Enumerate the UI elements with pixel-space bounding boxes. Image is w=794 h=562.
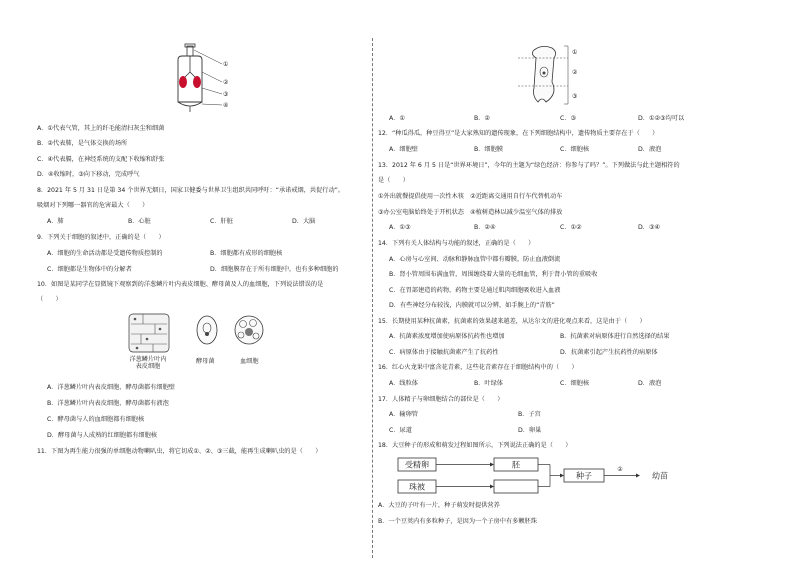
flow-box-seedling: 幼苗 xyxy=(652,471,668,481)
lung-label-4: ④ xyxy=(223,102,229,109)
q15-option-b: B．抗菌素对病原体进行自然选择的结果 xyxy=(560,333,670,340)
q13-option-d: D．③④ xyxy=(638,224,661,231)
q10-option-a: A．洋葱鳞片叶内表皮细胞、酵母菌都有细胞壁 xyxy=(47,384,175,391)
q14-option-a: A．心房与心室间、动脉和静脉血管中都有瓣膜，防止血液倒流 xyxy=(389,256,561,263)
q15-option-c: C．病原体由于接触抗菌素产生了抗药性 xyxy=(389,349,499,356)
flow-box-zygote: 受精卵 xyxy=(405,460,429,470)
q8-stem: 8．2021 年 5 月 31 日是第 34 个世界无烟日，国家卫健委与世界卫生组织共同呼吁：“承诺戒烟，共促行动”。 xyxy=(37,187,345,194)
q18-option-a: A．大豆的子叶有一片，种子萌发时提供营养 xyxy=(378,502,500,509)
flow-box-seed: 种子 xyxy=(576,471,592,481)
q9-option-d: D．细胞膜存在于所有细胞中，也有多种细胞的 xyxy=(210,266,339,273)
q13-option-a: A．①③ xyxy=(389,224,411,231)
q18-option-b: B．一个豆荚内有多粒种子，是因为一个子房中有多颗胚珠 xyxy=(378,518,537,525)
trumpet-label-3: ③ xyxy=(572,93,578,100)
q12-option-d: D．液泡 xyxy=(638,146,662,153)
q16-option-b: B．叶绿体 xyxy=(474,380,503,387)
q15-option-d: D．抗菌素引起产生抗药性的病原体 xyxy=(560,349,658,356)
onion-cell-figure xyxy=(129,314,169,352)
q8-option-b: B．心脏 xyxy=(128,218,151,225)
q17-option-a: A．输卵管 xyxy=(389,411,418,418)
q16-option-d: D．液泡 xyxy=(638,380,662,387)
q10-option-c: C．酵母菌与人的血细胞都有细胞核 xyxy=(47,416,145,423)
q17-stem: 17．人体精子与卵细胞结合的部位是（ ） xyxy=(378,396,504,403)
q15-stem: 15．长期使用某种抗菌素，抗菌素的效果越来越差，从达尔文的进化观点来看，这是由于（ ） xyxy=(378,318,646,325)
q11-option-c: C．③ xyxy=(560,115,577,122)
q10-stem: 10．如图是某同学在显微镜下观察到的洋葱鳞片叶内表皮细胞、酵母菌及人的血细胞，下列说法错误的是 xyxy=(37,281,324,288)
q13-stem: 13．2012 年 6 月 5 日是“世界环境日”，今年的主题为“绿色经济：你参与了吗？”。下列做法与此主题相符的 xyxy=(378,162,680,169)
q9-stem: 9．下列关于细胞的叙述中，正确的是（ ） xyxy=(37,234,165,241)
q7-option-b: B．②代表肺，是气体交换的场所 xyxy=(37,140,128,147)
lung-label-3: ③ xyxy=(223,91,229,98)
blood-cell-label: 血细胞 xyxy=(240,358,259,365)
q12-stem: 12．“种瓜得瓜，种豆得豆”是大家熟知的遗传现象，在下列细胞结构中，遗传物质主要存在于（ ） xyxy=(378,130,659,137)
trumpet-label-2: ② xyxy=(572,69,578,76)
q16-option-c: C．细胞核 xyxy=(560,380,590,387)
q10-option-d: D．酵母菌与人成熟的红细胞都有细胞核 xyxy=(47,432,157,439)
q15-option-a: A．抗菌素浓度增加使病原体抗药性也增加 xyxy=(389,333,505,340)
bell-jar-lung-figure xyxy=(168,42,248,112)
q14-option-b: B．肾小管周围布满血管，周围缠绕着大量的毛细血管，利于肾小管的重吸收 xyxy=(389,271,598,278)
q7-option-a: A．①代表气管，其上的纤毛能清扫灰尘和细菌 xyxy=(37,125,165,132)
q16-option-a: A．线粒体 xyxy=(389,380,418,387)
lung-label-1: ① xyxy=(223,61,229,68)
q13-items-2: ③办公室电脑始终处于开机状态 ④植树造林以减少温室气体的排放 xyxy=(378,209,563,216)
flow-step-2: ② xyxy=(617,466,623,473)
blood-cell-figure xyxy=(235,316,263,344)
flow-box-embryo: 胚 xyxy=(512,460,520,470)
yeast-figure xyxy=(197,316,217,344)
q12-option-b: B．细胞膜 xyxy=(474,146,503,153)
q7-option-c: C．④代表膈，在神经系统的支配下收缩和舒张 xyxy=(37,156,165,163)
yeast-label: 酵母菌 xyxy=(196,358,215,365)
onion-cell-label: 洋葱鳞片叶内表皮细胞 xyxy=(129,356,167,370)
q13-stem-2: 是（ ） xyxy=(378,177,409,184)
trumpet-animal-figure xyxy=(512,42,592,108)
lung-label-2: ② xyxy=(223,79,229,86)
q9-option-b: B．细胞都有成形的细胞核 xyxy=(210,250,283,257)
q11-option-d: D．①②③均可以 xyxy=(638,115,685,122)
seed-flow-diagram xyxy=(394,456,724,498)
q8-option-d: D．大脑 xyxy=(292,218,316,225)
q14-stem: 14．下列有关人体结构与功能的叙述，正确的是（ ） xyxy=(378,240,535,247)
q17-option-b: B．子宫 xyxy=(518,411,541,418)
q14-option-d: D．有些神经分布较浅，内膜就可以分辨，如手腕上的“青筋” xyxy=(389,302,555,309)
q8-option-c: C．肝脏 xyxy=(210,218,233,225)
q11-option-a: A．① xyxy=(389,115,405,122)
column-divider xyxy=(372,38,373,558)
q18-stem: 18．大豆种子的形成和萌发过程如图所示，下列说法正确的是（ ） xyxy=(378,442,572,449)
q13-items-1: ①外出就餐提倡使用一次性木筷 ②近距离交通用自行车代替机动车 xyxy=(378,193,563,200)
q8-stem-2: 吸烟对下列哪一器官的危害最大（ ） xyxy=(37,202,149,209)
q16-stem: 16．红心火龙果中富含花青素，这些花青素存在于细胞结构中的（ ） xyxy=(378,364,578,371)
q13-option-c: C．①② xyxy=(560,224,582,231)
q9-option-a: A．细胞的生命活动都是受遗传物质控制的 xyxy=(47,250,163,257)
q7-option-d: D．④收缩时，③向下移动，完成呼气 xyxy=(37,171,140,178)
q8-option-a: A．肺 xyxy=(47,218,64,225)
q11-option-b: B．② xyxy=(474,115,490,122)
flow-box-integument: 珠被 xyxy=(409,482,425,492)
trumpet-label-1: ① xyxy=(572,49,578,56)
q17-option-d: D．卵巢 xyxy=(518,427,542,434)
q12-option-c: C．细胞核 xyxy=(560,146,590,153)
q17-option-c: C．尿道 xyxy=(389,427,412,434)
q14-option-c: C．在胃部建造的药物，药物主要是通过肌肉细胞吸收进入血液 xyxy=(389,287,561,294)
q11-stem: 11．下图为再生能力很强的单细胞动物喇叭虫，将它切成①、②、③三截，能再生成喇叭虫的是（ ） xyxy=(37,448,322,455)
q10-paren: （ ） xyxy=(37,296,62,303)
q12-option-a: A．细胞壁 xyxy=(389,146,418,153)
q10-option-b: B．洋葱鳞片叶内表皮细胞、酵母菌都有液泡 xyxy=(47,400,169,407)
q13-option-b: B．②④ xyxy=(474,224,496,231)
q9-option-c: C．细胞都是生物体中的分解者 xyxy=(47,266,132,273)
